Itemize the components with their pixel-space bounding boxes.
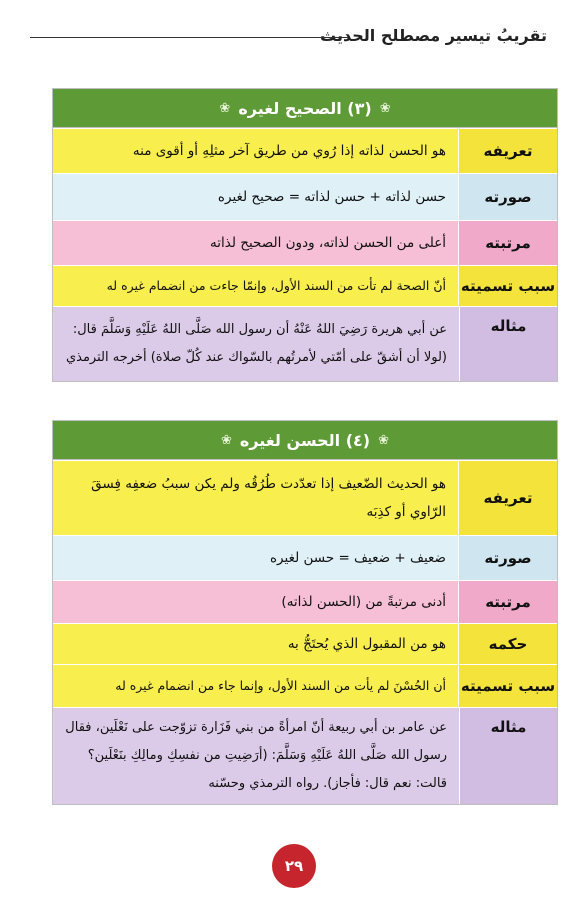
row-label: تعريفه	[458, 461, 557, 535]
row-label: صورته	[458, 174, 557, 220]
row-content: هو من المقبول الذي يُحتَجُّ به	[53, 624, 458, 664]
row-label: تعريفه	[458, 129, 557, 173]
table-row	[53, 265, 557, 306]
section-title: (٣) الصحيح لغيره	[238, 98, 372, 118]
header-rule	[30, 37, 348, 38]
row-content: أن الحُسْنَ لم يأت من السند الأول، وإنما جاء من انضمام غيره له	[53, 665, 458, 707]
row-content: عن أبي هريرة رَضِيَ اللهُ عَنْهُ أن رسول الله صَلَّى اللهُ عَلَيْهِ وَسَلَّمَ قال: (لولا أن أشقّ على أمّتي لأمرتُهم بالسّواك عند كُلّ صلاة) أخرجه الترمذي	[53, 307, 459, 381]
section-sahih-lighairihi	[52, 88, 558, 382]
table-row	[53, 173, 557, 220]
row-content: عن عامر بن أبي ربيعة أنّ امرأةً من بني فَزَارة تزوّجت على نَعْلَين، فقال رسول الله صَلَّى اللهُ عَلَيْهِ وَسَلَّمَ: (أرَضِيتِ من نفسِكِ ومالِكِ بنَعْلَين؟ قالت: نعم قال: فأجاز). رواه الترمذي وحسّنه	[53, 708, 459, 804]
running-head: تقريبُ تيسير مصطلح الحديث	[320, 26, 547, 45]
page-number: ٢٩	[272, 844, 316, 888]
row-label: سبب تسميته	[458, 266, 557, 306]
row-label: مثاله	[459, 307, 557, 381]
row-label: مثاله	[459, 708, 557, 804]
row-content: حسن لذاته + حسن لذاته = صحيح لغيره	[53, 174, 458, 220]
table-row	[53, 128, 557, 173]
row-label: حكمه	[458, 624, 557, 664]
row-content: ضعيف + ضعيف = حسن لغيره	[53, 536, 458, 580]
section-title-bar	[53, 421, 557, 460]
row-label: مرتبته	[458, 581, 557, 623]
row-content: أعلى من الحسن لذاته، ودون الصحيح لذاته	[53, 221, 458, 265]
row-content: هو الحديث الضّعيف إذا تعدّدت طُرُقُه ولم يكن سببُ ضعفِه فِسقَ الرّاوي أو كذِبَه	[53, 461, 458, 535]
ornament-icon: ❀	[379, 100, 391, 116]
table-row	[53, 664, 557, 707]
row-label: سبب تسميته	[458, 665, 557, 707]
row-content: أنّ الصحة لم تأت من السند الأول، وإنمّا جاءت من انضمام غيره له	[53, 266, 458, 306]
section-title-bar	[53, 89, 557, 128]
table-row	[53, 460, 557, 535]
table-row	[53, 306, 557, 381]
table-row	[53, 580, 557, 623]
row-label: مرتبته	[458, 221, 557, 265]
ornament-icon: ❀	[221, 432, 232, 448]
section-title: (٤) الحسن لغيره	[239, 430, 371, 450]
ornament-icon: ❀	[378, 432, 390, 448]
table-row	[53, 220, 557, 265]
section-hasan-lighairihi	[52, 420, 558, 805]
table-row	[53, 623, 557, 664]
table-row	[53, 707, 557, 804]
row-content: هو الحسن لذاته إذا رُوي من طريق آخر مثلِهِ أو أقوى منه	[53, 129, 458, 173]
ornament-icon: ❀	[219, 100, 231, 116]
row-content: أدنى مرتبةً من (الحسن لذاته)	[53, 581, 458, 623]
table-row	[53, 535, 557, 580]
row-label: صورته	[458, 536, 557, 580]
